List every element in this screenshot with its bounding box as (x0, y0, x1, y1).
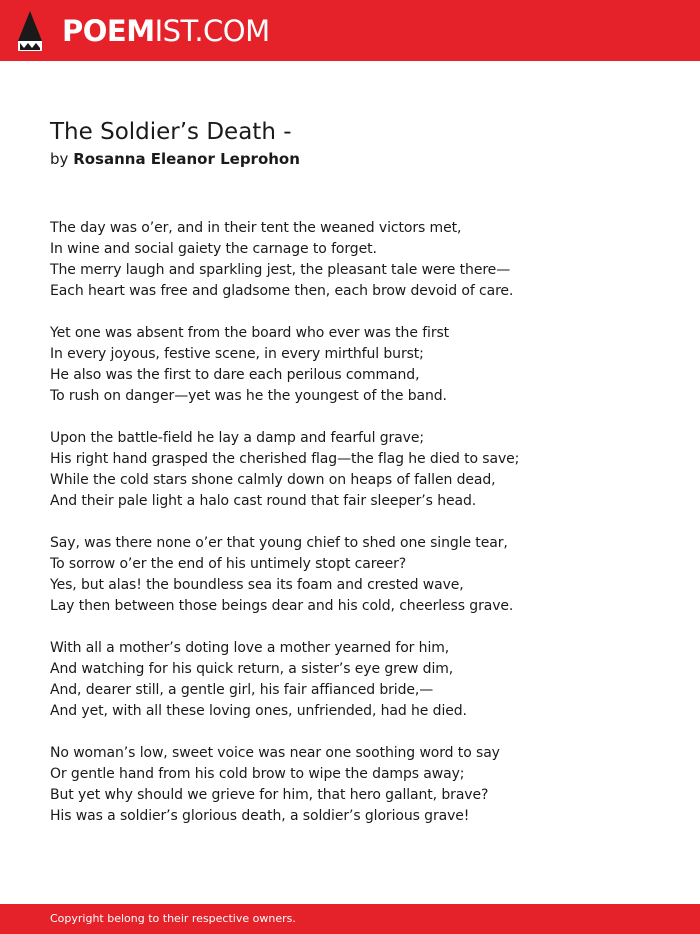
poem-line: In wine and social gaiety the carnage to forget. (50, 241, 377, 257)
byline-prefix: by (50, 150, 69, 168)
poem-line: The merry laugh and sparkling jest, the pleasant tale were there— (50, 262, 511, 278)
poem-line: Lay then between those beings dear and his cold, cheerless grave. (50, 598, 514, 614)
poem-line: But yet why should we grieve for him, that hero gallant, brave? (50, 787, 489, 803)
poem-line: Upon the battle-field he lay a damp and fearful grave; (50, 430, 424, 446)
pencil-tip-icon[interactable] (18, 11, 42, 51)
poem-line: Yet one was absent from the board who ever was the first (50, 325, 450, 341)
copyright-notice: Copyright belong to their respective owners. (50, 912, 296, 925)
stanza-6 (50, 743, 670, 827)
stanza-4 (50, 533, 670, 617)
stanza-3 (50, 428, 670, 512)
stanza-5 (50, 638, 670, 722)
poem-line: No woman’s low, sweet voice was near one soothing word to say (50, 745, 500, 761)
poem-author: Rosanna Eleanor Leprohon (73, 150, 300, 168)
poem-body (50, 218, 670, 848)
poem-line: To rush on danger—yet was he the youngest of the band. (50, 388, 447, 404)
poem-line: His was a soldier’s glorious death, a soldier’s glorious grave! (50, 808, 470, 824)
brand-name-light: IST.COM (154, 14, 270, 48)
stanza-1 (50, 218, 670, 302)
poem-line: Each heart was free and gladsome then, each brow devoid of care. (50, 283, 514, 299)
poem-line: With all a mother’s doting love a mother yearned for him, (50, 640, 450, 656)
poem-line: Yes, but alas! the boundless sea its foam and crested wave, (50, 577, 464, 593)
poem-byline (50, 148, 300, 170)
poem-line: And watching for his quick return, a sister’s eye grew dim, (50, 661, 454, 677)
poem-line: Or gentle hand from his cold brow to wipe the damps away; (50, 766, 465, 782)
stanza-2 (50, 323, 670, 407)
poem-line: To sorrow o’er the end of his untimely stopt career? (50, 556, 407, 572)
poem-line: His right hand grasped the cherished flag—the flag he died to save; (50, 451, 520, 467)
site-footer (0, 904, 700, 934)
brand-name-strong: POEM (62, 14, 155, 48)
poem-line: The day was o’er, and in their tent the weaned victors met, (50, 220, 462, 236)
poem-title: The Soldier’s Death - (50, 119, 292, 145)
poem-line: And their pale light a halo cast round that fair sleeper’s head. (50, 493, 477, 509)
site-logo-link[interactable] (62, 13, 270, 49)
poem-line: And, dearer still, a gentle girl, his fair affianced bride,— (50, 682, 434, 698)
poem-line: And yet, with all these loving ones, unfriended, had he died. (50, 703, 467, 719)
poem-line: He also was the first to dare each perilous command, (50, 367, 420, 383)
poem-line: Say, was there none o’er that young chief to shed one single tear, (50, 535, 508, 551)
poem-line: In every joyous, festive scene, in every mirthful burst; (50, 346, 424, 362)
poem-line: While the cold stars shone calmly down on heaps of fallen dead, (50, 472, 496, 488)
site-header (0, 0, 700, 61)
